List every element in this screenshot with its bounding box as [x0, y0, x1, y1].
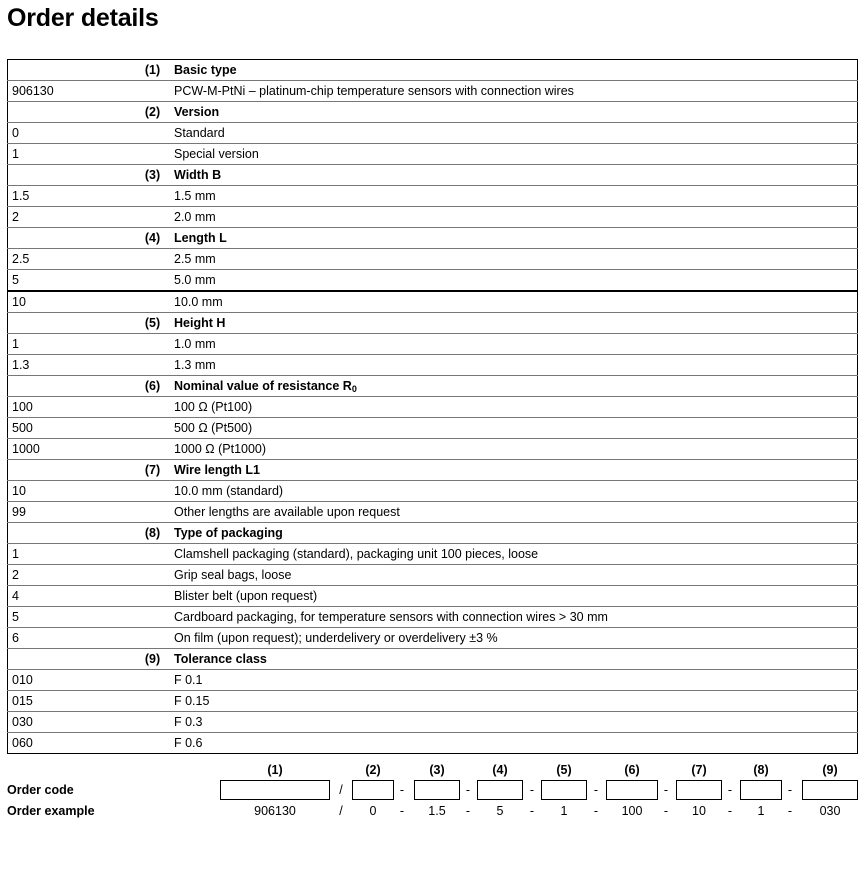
section-header: [8, 376, 858, 397]
order-example-separator: -: [727, 804, 733, 818]
row-blank: [135, 712, 170, 733]
section-title: [170, 523, 858, 544]
row-blank: [135, 334, 170, 355]
order-code-column-number: (4): [492, 763, 508, 777]
section-blank: [8, 313, 136, 334]
table-row: [8, 123, 858, 144]
row-blank: [135, 670, 170, 691]
row-description: F 0.6: [174, 736, 203, 750]
order-example-value: 030: [819, 804, 841, 818]
row-blank: [135, 733, 170, 754]
section-number: (8): [135, 523, 170, 544]
row-code: 1.5: [8, 186, 136, 207]
order-example-value: 100: [621, 804, 643, 818]
section-title-text: Nominal value of resistance R: [174, 379, 352, 393]
row-code: 5: [8, 607, 136, 628]
row-code: 015: [8, 691, 136, 712]
order-example-value: 5: [496, 804, 504, 818]
section-number: (5): [135, 313, 170, 334]
order-example-value: 1.5: [428, 804, 446, 818]
section-blank: [8, 376, 136, 397]
row-blank: [135, 207, 170, 228]
section-number: (1): [135, 60, 170, 81]
table-row: [8, 502, 858, 523]
order-code-separator: -: [399, 783, 405, 797]
row-code: 5: [8, 270, 136, 292]
page-title: Order details: [7, 4, 159, 32]
row-description: 5.0 mm: [170, 270, 858, 292]
order-code-label: Order code: [7, 783, 74, 797]
section-blank: [8, 228, 136, 249]
order-code-column-number: (7): [691, 763, 707, 777]
section-title-text: Length L: [174, 231, 227, 245]
order-example-value: 10: [692, 804, 706, 818]
order-example-separator: -: [593, 804, 599, 818]
row-code: 99: [8, 502, 136, 523]
table-row: [8, 691, 858, 712]
order-code-input-box[interactable]: [740, 780, 782, 800]
row-code: 1000: [8, 439, 136, 460]
section-header: [8, 460, 858, 481]
section-blank: [8, 165, 136, 186]
row-blank: [135, 691, 170, 712]
order-code-column-number: (5): [556, 763, 572, 777]
table-row: [8, 607, 858, 628]
section-header: [8, 523, 858, 544]
order-details-table: [7, 59, 858, 754]
order-code-input-box[interactable]: [477, 780, 523, 800]
order-code-input-box[interactable]: [676, 780, 722, 800]
row-blank: [135, 186, 170, 207]
row-description: 2.0 mm: [170, 207, 858, 228]
table-row: [8, 418, 858, 439]
row-description: PCW-M-PtNi – platinum-chip temperature sensors with connection wires: [170, 81, 858, 102]
order-example-separator: -: [465, 804, 471, 818]
order-code-column-number: (3): [429, 763, 445, 777]
table-row: [8, 439, 858, 460]
order-code-separator: -: [663, 783, 669, 797]
row-blank: [135, 397, 170, 418]
row-description: Other lengths are available upon request: [170, 502, 858, 523]
row-blank: [135, 607, 170, 628]
row-description: F 0.3: [170, 712, 858, 733]
table-row: [8, 355, 858, 376]
table-row: [8, 481, 858, 502]
row-code: 100: [8, 397, 136, 418]
row-description: Blister belt (upon request): [170, 586, 858, 607]
table-row: [8, 733, 858, 754]
section-title-text: Height H: [174, 316, 226, 330]
row-description: F 0.1: [170, 670, 858, 691]
row-code: 2: [8, 207, 136, 228]
row-blank: [135, 123, 170, 144]
row-code: 10: [8, 291, 136, 313]
row-code: 906130: [8, 81, 136, 102]
order-example-value: 0: [369, 804, 377, 818]
section-title: [170, 165, 858, 186]
order-code-input-box[interactable]: [802, 780, 858, 800]
table-row: [8, 628, 858, 649]
row-blank: [135, 439, 170, 460]
order-code-column-number: (6): [624, 763, 640, 777]
row-code: 10: [8, 481, 136, 502]
row-code: 0: [8, 123, 136, 144]
section-blank: [8, 523, 136, 544]
table-row: [8, 712, 858, 733]
table-row: [8, 144, 858, 165]
row-description: Clamshell packaging (standard), packaging unit 100 pieces, loose: [170, 544, 858, 565]
order-example-value: 1: [560, 804, 568, 818]
row-description: 1.5 mm: [170, 186, 858, 207]
table-row: [8, 544, 858, 565]
row-description: 10.0 mm (standard): [170, 481, 858, 502]
section-blank: [8, 649, 136, 670]
section-title: [170, 102, 858, 123]
order-example-separator: -: [399, 804, 405, 818]
section-blank: [8, 102, 136, 123]
row-code: 500: [8, 418, 136, 439]
row-blank: [135, 144, 170, 165]
order-code-separator: -: [593, 783, 599, 797]
row-description: F 0.15: [170, 691, 858, 712]
row-blank: [135, 544, 170, 565]
order-code-column-number: (9): [822, 763, 838, 777]
row-blank: [135, 565, 170, 586]
order-code-column-number: (2): [365, 763, 381, 777]
order-example-label: Order example: [7, 804, 95, 818]
order-code-column-number: (8): [753, 763, 769, 777]
row-blank: [135, 355, 170, 376]
section-title-text: Wire length L1: [174, 463, 261, 477]
row-description: 10.0 mm: [170, 291, 858, 313]
row-description: 1.3 mm: [170, 355, 858, 376]
order-code-separator: -: [465, 783, 471, 797]
section-blank: [8, 460, 136, 481]
row-code: 4: [8, 586, 136, 607]
row-code: 1: [8, 144, 136, 165]
table-row: [8, 186, 858, 207]
section-header: [8, 165, 858, 186]
row-description: On film (upon request); underdelivery or overdelivery ±3 %: [170, 628, 858, 649]
table-row: [8, 291, 858, 313]
order-code-input-box[interactable]: [606, 780, 658, 800]
table-row: [8, 270, 858, 292]
section-header: [8, 102, 858, 123]
row-description: Cardboard packaging, for temperature sensors with connection wires > 30 mm: [170, 607, 858, 628]
row-blank: [135, 291, 170, 313]
row-blank: [135, 586, 170, 607]
table-row: [8, 670, 858, 691]
section-title: [170, 313, 858, 334]
row-blank: [135, 270, 170, 292]
section-blank: [8, 60, 136, 81]
order-code-separator: -: [529, 783, 535, 797]
section-number: (2): [135, 102, 170, 123]
row-blank: [135, 249, 170, 270]
order-code-separator: -: [787, 783, 793, 797]
row-code: 6: [8, 628, 136, 649]
row-code: 1: [8, 544, 136, 565]
row-blank: [135, 502, 170, 523]
section-header: [8, 228, 858, 249]
table-row: [8, 249, 858, 270]
order-code-input-box[interactable]: [352, 780, 394, 800]
section-number: (6): [135, 376, 170, 397]
section-number: (3): [135, 165, 170, 186]
section-title-subscript: 0: [351, 384, 357, 394]
order-code-input-box[interactable]: [220, 780, 330, 800]
row-description: 2.5 mm: [170, 249, 858, 270]
row-code: 060: [12, 736, 33, 750]
table-row: [8, 397, 858, 418]
row-description: Standard: [170, 123, 858, 144]
order-example-separator: /: [339, 804, 343, 818]
table-row: [8, 565, 858, 586]
order-code-input-box[interactable]: [541, 780, 587, 800]
section-title-text: Type of packaging: [174, 526, 283, 540]
order-example-value: 906130: [254, 804, 296, 818]
row-code: 030: [8, 712, 136, 733]
row-blank: [135, 418, 170, 439]
row-blank: [135, 628, 170, 649]
order-code-separator: -: [727, 783, 733, 797]
row-description: 500 Ω (Pt500): [170, 418, 858, 439]
row-description: 100 Ω (Pt100): [170, 397, 858, 418]
section-number: (7): [135, 460, 170, 481]
section-title: [170, 228, 858, 249]
table-row: [8, 81, 858, 102]
row-description: Grip seal bags, loose: [170, 565, 858, 586]
section-title-text: Basic type: [174, 63, 237, 77]
section-header: [8, 60, 858, 81]
row-code: 1.3: [8, 355, 136, 376]
section-title-text: Version: [174, 105, 220, 119]
row-code: 010: [8, 670, 136, 691]
section-title: [170, 460, 858, 481]
section-number: (9): [135, 649, 170, 670]
table-row: [8, 207, 858, 228]
section-title-text: Width B: [174, 168, 222, 182]
order-example-separator: -: [663, 804, 669, 818]
section-header: [8, 313, 858, 334]
order-example-separator: -: [529, 804, 535, 818]
row-code: 2: [8, 565, 136, 586]
row-blank: [135, 481, 170, 502]
section-title-text: Tolerance class: [174, 652, 267, 666]
order-code-separator: /: [339, 783, 343, 797]
row-code: 1: [8, 334, 136, 355]
table-row: [8, 334, 858, 355]
section-number: (4): [135, 228, 170, 249]
row-code: 2.5: [8, 249, 136, 270]
row-blank: [135, 81, 170, 102]
order-example-value: 1: [757, 804, 765, 818]
section-title: [170, 649, 858, 670]
order-example-separator: -: [787, 804, 793, 818]
section-header: [8, 649, 858, 670]
row-description: 1.0 mm: [170, 334, 858, 355]
section-title: [170, 60, 858, 81]
order-code-column-number: (1): [267, 763, 283, 777]
table-row: [8, 586, 858, 607]
row-description: 1000 Ω (Pt1000): [170, 439, 858, 460]
section-title: [170, 376, 858, 397]
order-code-input-box[interactable]: [414, 780, 460, 800]
row-description: Special version: [170, 144, 858, 165]
